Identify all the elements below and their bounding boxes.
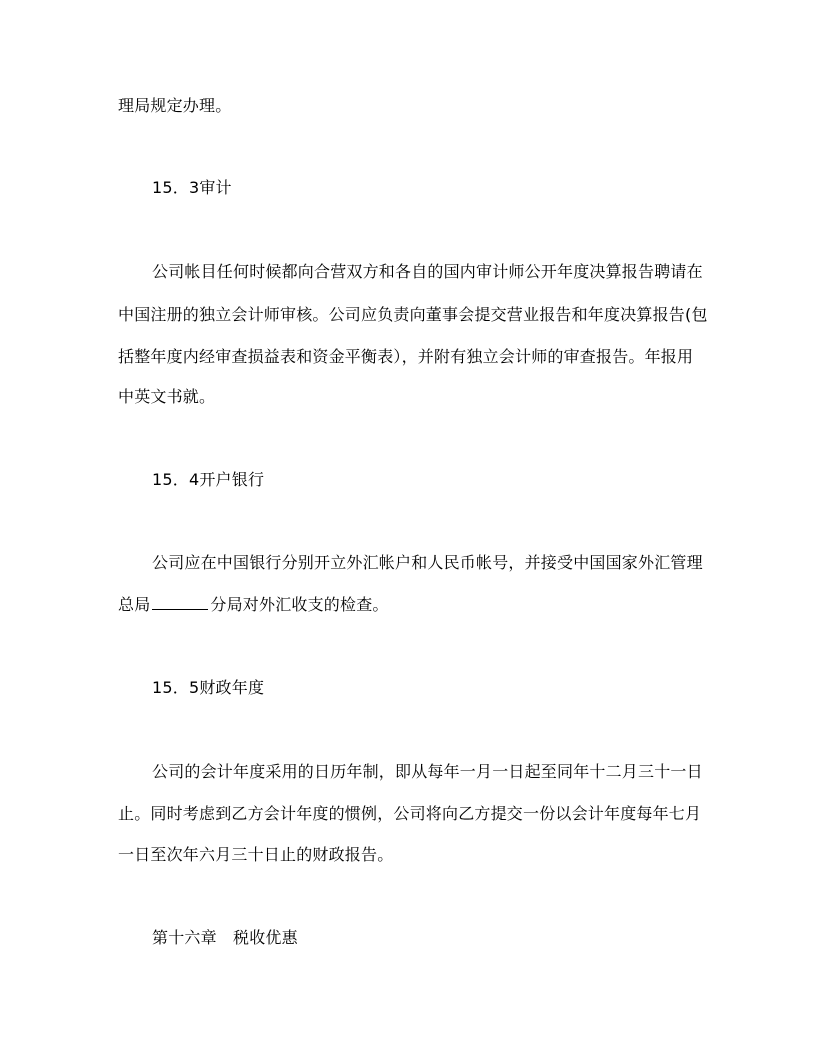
paragraph-line: 中英文书就。 <box>118 387 216 406</box>
paragraph-text: 分局对外汇收支的检查。 <box>210 595 389 614</box>
paragraph-line: 括整年度内经审查损益表和资金平衡表），并附有独立会计师的审查报告。年报用 <box>118 347 694 366</box>
paragraph-line: 公司帐目任何时候都向合营双方和各自的国内审计师公开年度决算报告聘请在 <box>152 262 703 281</box>
paragraph-line <box>118 595 389 615</box>
chapter-heading-16: 第十六章 税收优惠 <box>152 928 298 947</box>
paragraph-line: 一日至次年六月三十日止的财政报告。 <box>118 845 394 864</box>
section-heading-15-4: 15．4开户银行 <box>152 470 265 489</box>
paragraph-text: 总局 <box>118 595 151 614</box>
paragraph-line: 公司的会计年度采用的日历年制，即从每年一月一日起至同年十二月三十一日 <box>152 762 703 781</box>
blank-fill-line <box>152 595 208 610</box>
paragraph-line: 公司应在中国银行分别开立外汇帐户和人民币帐号，并接受中国国家外汇管理 <box>152 553 703 572</box>
section-heading-15-3: 15．3审计 <box>152 178 232 197</box>
paragraph-line: 止。同时考虑到乙方会计年度的惯例，公司将向乙方提交一份以会计年度每年七月 <box>118 804 702 823</box>
paragraph-line: 理局规定办理。 <box>118 96 232 115</box>
paragraph-line: 中国注册的独立会计师审核。公司应负责向董事会提交营业报告和年度决算报告(包 <box>118 305 708 324</box>
section-heading-15-5: 15．5财政年度 <box>152 678 265 697</box>
